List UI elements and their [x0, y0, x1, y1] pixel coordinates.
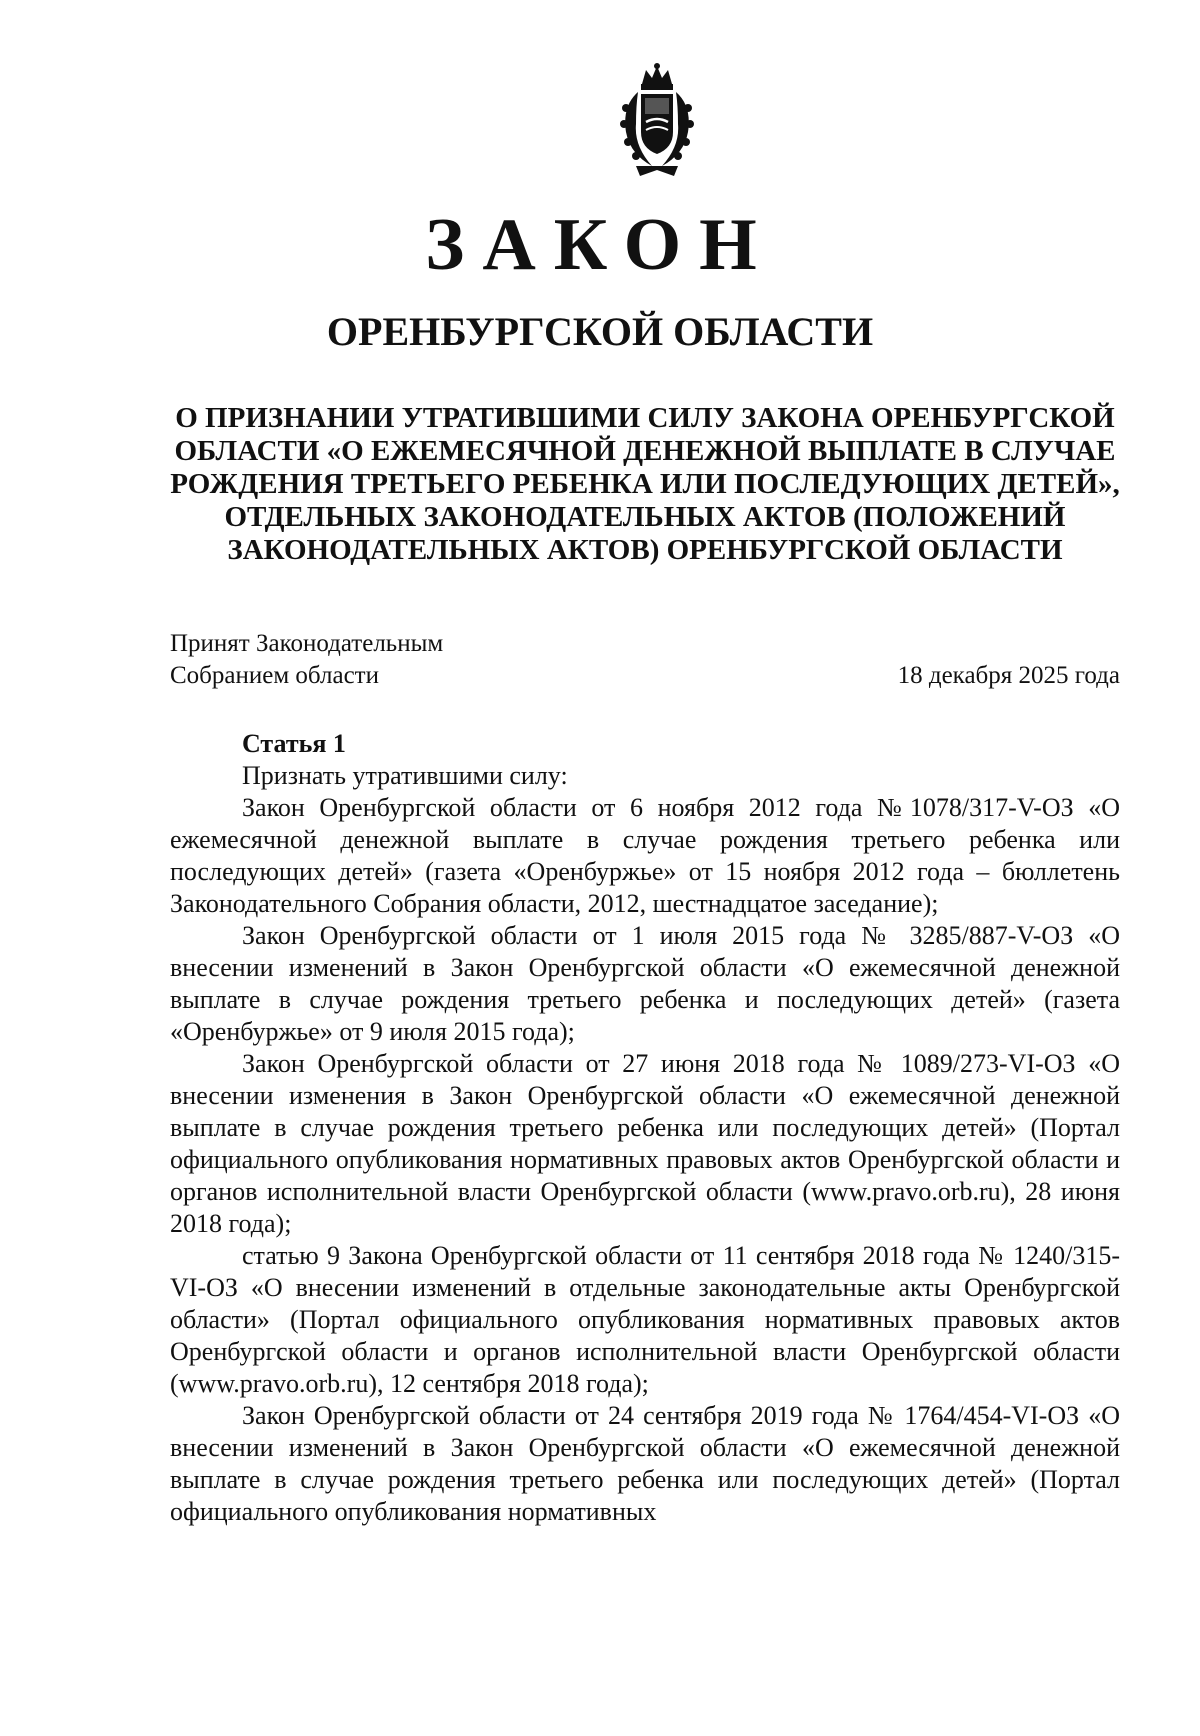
adoption-line: Собранием области	[170, 662, 379, 689]
article-paragraph: Признать утратившими силу:	[242, 761, 568, 790]
article-paragraph: Закон Оренбургской области от 6 ноября 2012 года №1078/317-V-ОЗ «О ежемесячной денежной выплате в случае рождения третьего ребенка или последующих детей» (газета «Оренбуржье» от 15 ноября 2012 года – бюллетень Законодательного Собрания области, 2012, шестнадцатое заседание);	[170, 793, 1120, 918]
law-title	[170, 402, 1120, 567]
article-heading: Статья 1	[242, 729, 346, 758]
law-title-line: О ПРИЗНАНИИ УТРАТИВШИМИ СИЛУ ЗАКОНА ОРЕНБУРГСКОЙ	[175, 402, 1115, 434]
law-title-line: ОБЛАСТИ «О ЕЖЕМЕСЯЧНОЙ ДЕНЕЖНОЙ ВЫПЛАТЕ В СЛУЧАЕ	[174, 435, 1116, 467]
article-paragraph: Закон Оренбургской области от 27 июня 2018 года № 1089/273-VI-ОЗ «О внесении изменения в Закон Оренбургской области «О ежемесячной денежной выплате в случае рождения третьего ребенка или последующих детей» (Портал официального опубликования нормативных правовых актов Оренбургской области и органов исполнительной власти Оренбургской области (www.pravo.orb.ru), 28 июня 2018 года);	[170, 1049, 1120, 1238]
document-type: ЗАКОН	[425, 204, 775, 286]
article-paragraph: статью 9 Закона Оренбургской области от 11 сентября 2018 года № 1240/315-VI-ОЗ «О внесении изменений в отдельные законодательные акты Оренбургской области» (Портал официального опубликования нормативных правовых актов Оренбургской области и органов исполнительной власти Оренбургской области (www.pravo.orb.ru), 12 сентября 2018 года);	[170, 1241, 1120, 1398]
coat-of-arms-icon	[616, 62, 698, 180]
adoption-date: 18 декабря 2025 года	[897, 662, 1120, 689]
law-title-line: ЗАКОНОДАТЕЛЬНЫХ АКТОВ) ОРЕНБУРГСКОЙ ОБЛАСТИ	[227, 534, 1063, 566]
article-paragraph: Закон Оренбургской области от 24 сентября 2019 года № 1764/454-VI-ОЗ «О внесении изменений в Закон Оренбургской области «О ежемесячной денежной выплате в случае рождения третьего ребенка или последующих детей» (Портал официального опубликования нормативных	[170, 1401, 1120, 1526]
law-title-line: РОЖДЕНИЯ ТРЕТЬЕГО РЕБЕНКА ИЛИ ПОСЛЕДУЮЩИХ ДЕТЕЙ»,	[170, 468, 1120, 500]
article-paragraph: Закон Оренбургской области от 1 июля 2015 года № 3285/887-V-ОЗ «О внесении изменений в Закон Оренбургской области «О ежемесячной денежной выплате в случае рождения третьего ребенка и последующих детей» (газета «Оренбуржье» от 9 июля 2015 года);	[170, 921, 1120, 1046]
adoption-line: Принят Законодательным	[170, 630, 444, 657]
region-name: ОРЕНБУРГСКОЙ ОБЛАСТИ	[326, 309, 874, 354]
adoption-block	[170, 628, 1120, 692]
adoption-row	[170, 660, 1120, 692]
law-title-line: ОТДЕЛЬНЫХ ЗАКОНОДАТЕЛЬНЫХ АКТОВ (ПОЛОЖЕНИЙ	[224, 501, 1066, 533]
article-body	[170, 728, 1120, 1528]
